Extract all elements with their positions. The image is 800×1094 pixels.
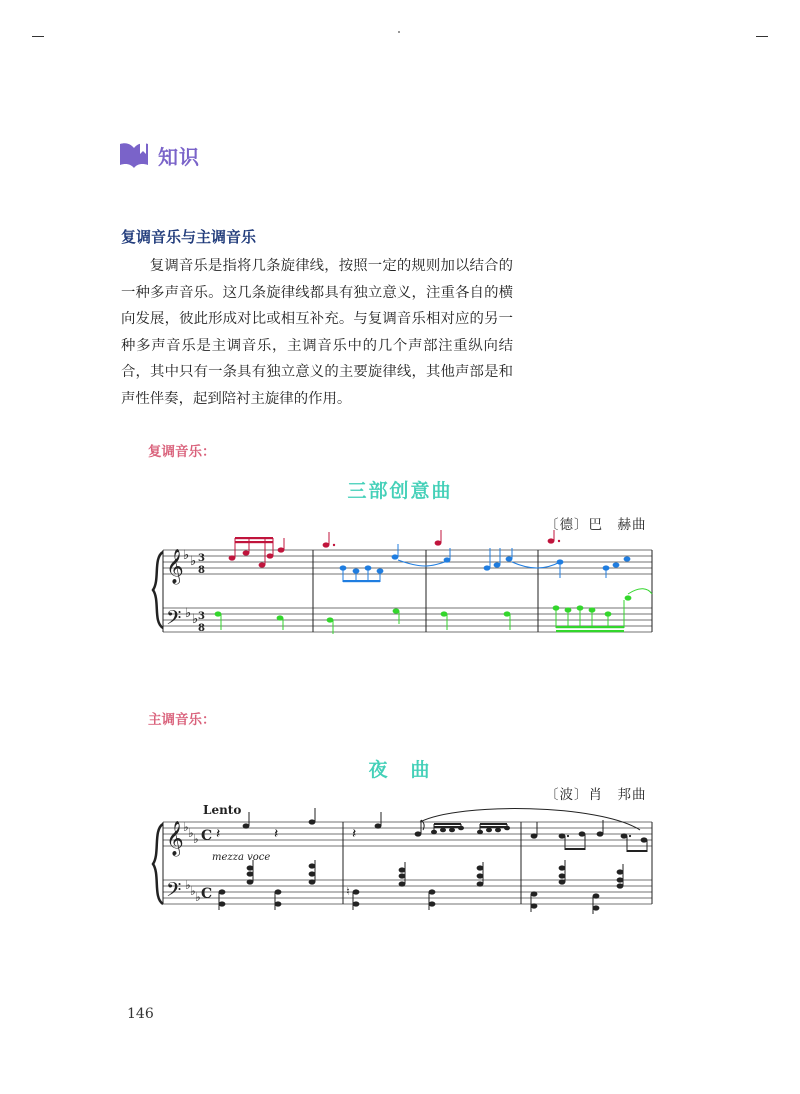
- tempo-marking: Lento: [203, 803, 242, 817]
- invention-score: [0, 530, 800, 640]
- svg-text:3: 3: [198, 611, 205, 622]
- nocturne-composer: 〔波〕肖 邦曲: [545, 787, 647, 803]
- time-signature-bass: C: [201, 886, 213, 902]
- svg-text:♭: ♭: [193, 832, 199, 846]
- invention-composer: 〔德〕巴 赫曲: [545, 517, 647, 533]
- svg-text:3: 3: [198, 553, 205, 564]
- svg-text:𝄢: 𝄢: [166, 606, 182, 634]
- svg-text:𝄽: 𝄽: [216, 826, 221, 842]
- crop-mark-right: [756, 36, 768, 37]
- svg-text:𝄞: 𝄞: [166, 549, 184, 584]
- svg-text:♭: ♭: [192, 612, 199, 627]
- section-title: 知识: [158, 144, 200, 169]
- polyphony-label: 复调音乐：: [148, 444, 216, 460]
- svg-text:♭: ♭: [188, 826, 194, 840]
- invention-title: 三部创意曲: [347, 480, 453, 502]
- crop-mark-left: [32, 36, 44, 37]
- svg-text:♭: ♭: [185, 606, 192, 621]
- svg-text:𝄽: 𝄽: [352, 826, 357, 842]
- svg-text:♭: ♭: [183, 548, 190, 563]
- section-heading: [118, 140, 200, 170]
- nocturne-title: 夜 曲: [368, 759, 432, 781]
- subheading: 复调音乐与主调音乐: [121, 228, 257, 246]
- svg-text:♭: ♭: [185, 878, 191, 892]
- page-number: 146: [127, 1006, 154, 1022]
- svg-text:♭: ♭: [190, 884, 196, 898]
- dynamic-marking: mezza voce: [212, 852, 271, 863]
- svg-text:♭: ♭: [183, 820, 189, 834]
- svg-text:𝄢: 𝄢: [166, 878, 182, 906]
- svg-text:♭: ♭: [190, 554, 197, 569]
- homophony-label: 主调音乐：: [148, 712, 216, 728]
- nocturne-score: [0, 800, 800, 920]
- svg-text:8: 8: [198, 565, 205, 576]
- svg-text:8: 8: [198, 623, 205, 634]
- svg-text:♮: ♮: [346, 885, 350, 898]
- svg-text:𝄽: 𝄽: [274, 826, 279, 842]
- svg-text:𝄞: 𝄞: [166, 821, 184, 856]
- crop-mark-center: [398, 31, 400, 33]
- time-signature-treble: C: [201, 828, 213, 844]
- svg-text:♭: ♭: [195, 890, 201, 904]
- book-icon: [118, 140, 150, 170]
- body-paragraph: 复调音乐是指将几条旋律线，按照一定的规则加以结合的一种多声音乐。这几条旋律线都具有独立意义，注重各自的横向发展，彼此形成对比或相互补充。与复调音乐相对应的另一种多声音乐是主调音乐，主调音乐中的几个声部注重纵向结合，其中只有一条具有独立意义的主要旋律线，其他声部是和声性伴奏，起到陪衬主旋律的作用。: [121, 258, 513, 407]
